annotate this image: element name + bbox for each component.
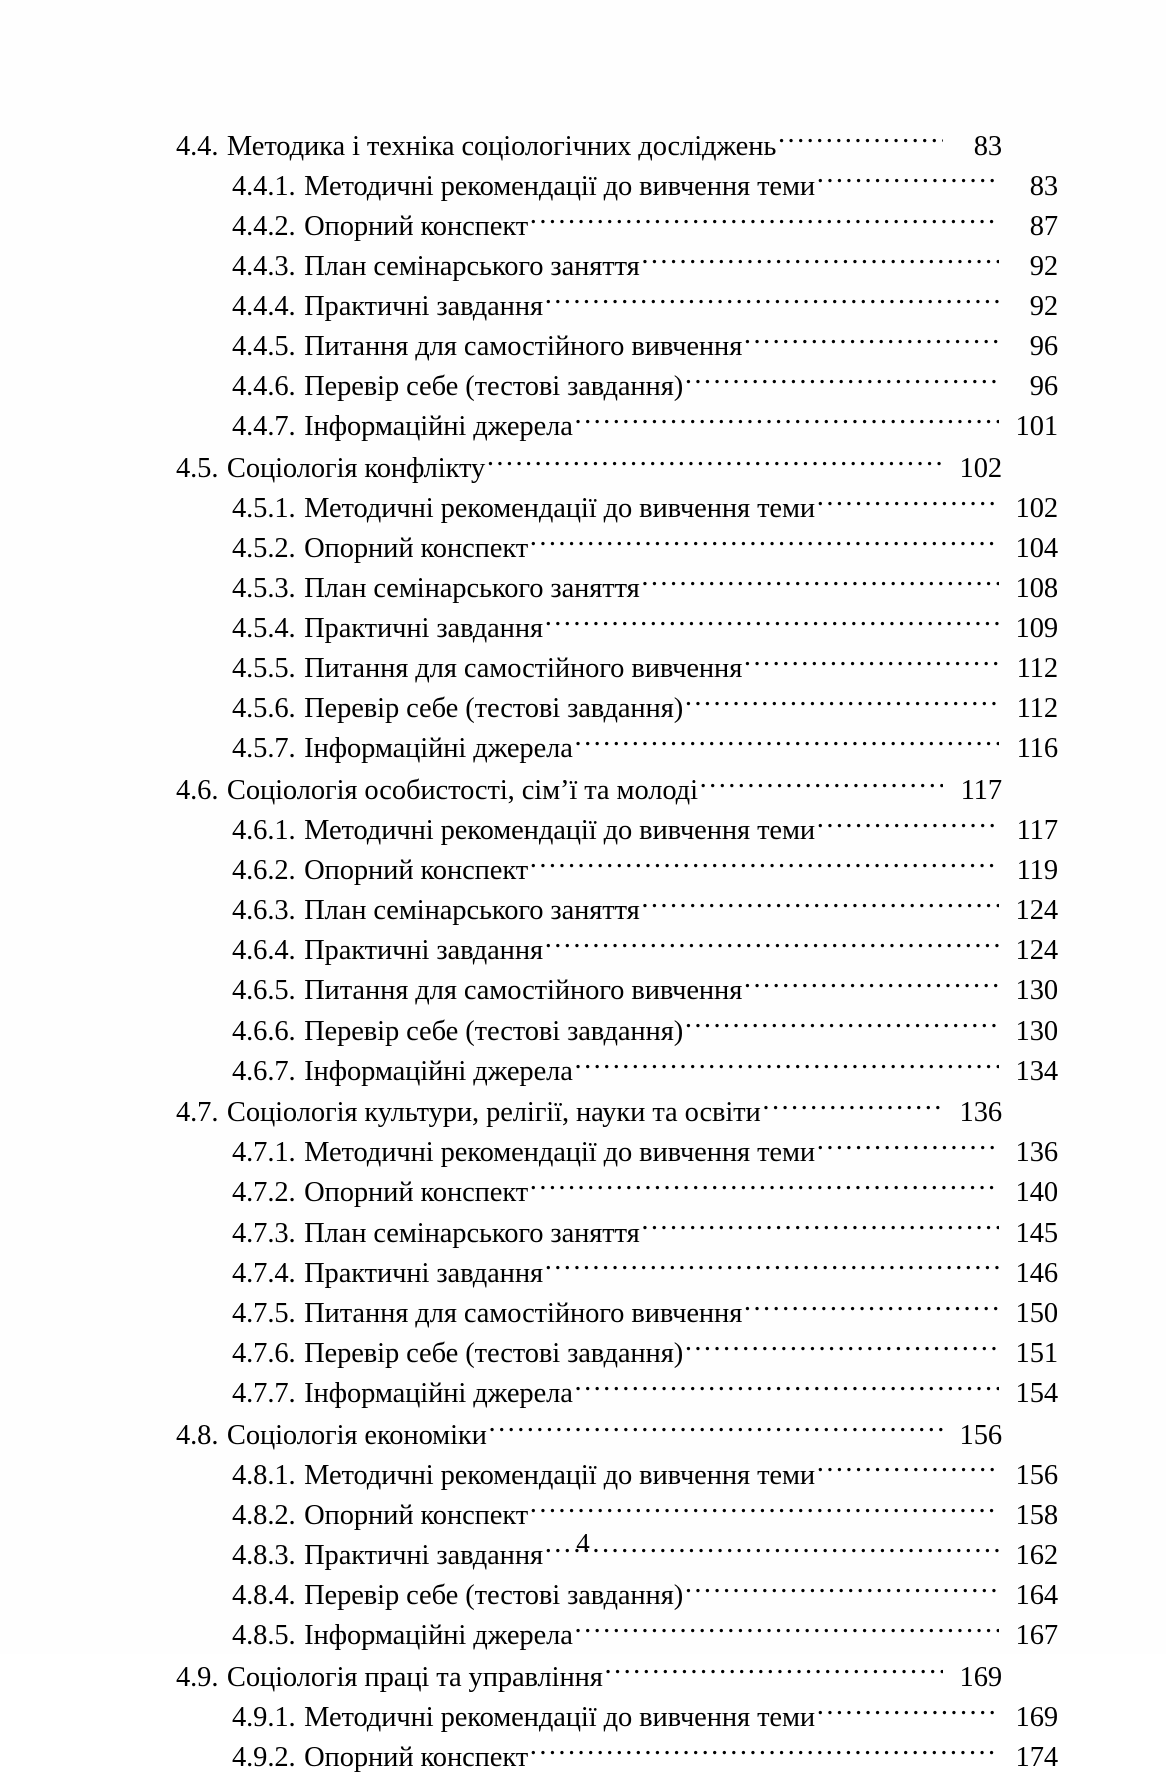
toc-entry-page-number: 117 (1016, 815, 1058, 847)
toc-entry-number: 4.8.3. (232, 1539, 296, 1571)
toc-entry-title: Опорний конспект (304, 532, 529, 564)
toc-dot-leader (605, 1657, 944, 1686)
toc-dot-leader (530, 1495, 1000, 1524)
toc-entry-page-number: 130 (1015, 1015, 1058, 1047)
toc-entry-title: Опорний конспект (304, 1741, 529, 1773)
toc-dot-leader (641, 1213, 999, 1242)
toc-entry-page-number: 112 (1016, 693, 1058, 725)
toc-entry[interactable] (176, 367, 1058, 407)
toc-entry-number: 4.7.7. (232, 1377, 296, 1409)
toc-entry[interactable] (176, 1615, 1058, 1655)
toc-dot-leader (545, 1253, 1000, 1282)
toc-entry[interactable] (176, 528, 1058, 568)
toc-dot-leader (685, 1575, 1000, 1604)
toc-entry[interactable] (176, 1051, 1058, 1091)
toc-entry-page-number: 109 (1015, 613, 1058, 645)
toc-entry-number: 4.4.5. (232, 330, 296, 362)
toc-entry-number: 4.6. (176, 775, 219, 806)
toc-dot-leader (575, 729, 1000, 758)
toc-entry-number: 4.7.1. (232, 1137, 296, 1169)
toc-dot-leader (489, 1415, 944, 1444)
toc-entry-number: 4.4.3. (232, 250, 296, 282)
toc-dot-leader (530, 851, 1000, 880)
toc-entry[interactable] (176, 689, 1058, 729)
toc-entry[interactable] (176, 851, 1058, 891)
toc-dot-leader (817, 488, 1000, 517)
toc-dot-leader (762, 1093, 943, 1122)
toc-dot-leader (641, 569, 999, 598)
toc-entry-title: Питання для самостійного вивчення (304, 975, 743, 1007)
toc-entry-number: 4.8.5. (232, 1619, 296, 1651)
toc-entry-page-number: 102 (959, 452, 1002, 484)
toc-dot-leader (530, 528, 1000, 557)
toc-entry[interactable] (176, 811, 1058, 851)
toc-entry-page-number: 124 (1015, 895, 1058, 927)
toc-entry-number: 4.7.5. (232, 1297, 296, 1329)
toc-entry-title: Опорний конспект (304, 855, 529, 887)
toc-entry-page-number: 83 (1029, 170, 1058, 202)
toc-entry-number: 4.8. (176, 1419, 219, 1451)
toc-entry-number: 4.5.4. (232, 613, 296, 645)
toc-entry-number: 4.6.7. (232, 1055, 296, 1087)
toc-entry[interactable] (176, 609, 1058, 649)
toc-dot-leader (817, 811, 1000, 840)
toc-entry-page-number: 92 (1029, 250, 1058, 282)
toc-entry-page-number: 154 (1015, 1377, 1058, 1409)
toc-entry-title: Практичні завдання (304, 613, 543, 645)
toc-entry-title: Перевір себе (тестові завдання) (304, 1579, 684, 1611)
toc-entry-title: Практичні завдання (304, 1539, 543, 1571)
toc-entry-title: План семінарського заняття (304, 573, 640, 605)
toc-entry[interactable] (176, 931, 1058, 971)
toc-entry-page-number: 151 (1015, 1337, 1058, 1369)
toc-entry[interactable] (176, 891, 1058, 931)
toc-entry-page-number: 87 (1029, 210, 1058, 242)
toc-entry[interactable] (176, 1253, 1058, 1293)
toc-entry-number: 4.6.6. (232, 1015, 296, 1047)
toc-entry-page-number: 101 (1015, 411, 1058, 443)
toc-entry-page-number: 150 (1015, 1297, 1058, 1329)
toc-entry-title: Методичні рекомендації до вивчення теми (304, 1137, 816, 1169)
toc-entry-title: Питання для самостійного вивчення (304, 330, 743, 362)
toc-dot-leader (817, 1455, 1000, 1484)
toc-entry-number: 4.4.7. (232, 411, 296, 443)
toc-entry-number: 4.9.1. (232, 1701, 296, 1733)
toc-entry-page-number: 124 (1015, 935, 1058, 967)
toc-entry[interactable] (176, 1293, 1058, 1333)
toc-entry-number: 4.8.4. (232, 1579, 296, 1611)
toc-entry[interactable] (176, 1133, 1058, 1173)
toc-entry-page-number: 102 (1015, 492, 1058, 524)
toc-entry[interactable] (176, 1373, 1058, 1413)
toc-dot-leader (685, 367, 1000, 396)
toc-entry-number: 4.9. (176, 1661, 219, 1693)
toc-entry-page-number: 145 (1015, 1217, 1058, 1249)
toc-entry-page-number: 156 (959, 1419, 1002, 1451)
toc-entry-number: 4.6.1. (232, 815, 296, 847)
toc-entry-page-number: 136 (959, 1097, 1002, 1129)
toc-entry-number: 4.4.6. (232, 371, 296, 403)
toc-entry[interactable] (176, 448, 1002, 488)
toc-dot-leader (744, 326, 999, 355)
toc-entry-title: План семінарського заняття (304, 250, 640, 282)
toc-entry-number: 4.6.2. (232, 855, 296, 887)
toc-entry-number: 4.7.3. (232, 1217, 296, 1249)
toc-entry[interactable] (176, 771, 1002, 811)
toc-entry-number: 4.5. (176, 452, 219, 484)
toc-entry-number: 4.7.6. (232, 1337, 296, 1369)
toc-dot-leader (817, 1133, 1000, 1162)
toc-entry-title: Методичні рекомендації до вивчення теми (304, 815, 816, 847)
toc-entry-title: Інформаційні джерела (304, 1055, 573, 1087)
toc-dot-leader (487, 448, 943, 477)
toc-entry[interactable] (176, 1415, 1002, 1455)
toc-entry-number: 4.9.2. (232, 1741, 296, 1773)
toc-entry-title: Практичні завдання (304, 935, 543, 967)
toc-entry-title: Перевір себе (тестові завдання) (304, 1337, 684, 1369)
toc-entry-title: Соціологія економіки (226, 1419, 487, 1451)
toc-entry-page-number: 112 (1016, 653, 1058, 685)
toc-entry-page-number: 96 (1029, 371, 1058, 403)
toc-entry-number: 4.8.2. (232, 1499, 296, 1531)
toc-entry-number: 4.7.4. (232, 1257, 296, 1289)
toc-dot-leader (817, 1697, 1000, 1726)
toc-entry[interactable] (176, 1697, 1058, 1737)
toc-entry-page-number: 134 (1015, 1055, 1058, 1087)
toc-entry-title: Соціологія особистості, сім’ї та молоді (226, 775, 698, 806)
toc-entry-number: 4.5.6. (232, 693, 296, 725)
toc-entry-page-number: 169 (1015, 1701, 1058, 1733)
toc-entry-number: 4.5.7. (232, 733, 296, 765)
toc-entry[interactable] (176, 407, 1058, 447)
toc-entry-number: 4.5.2. (232, 532, 296, 564)
toc-entry-title: Питання для самостійного вивчення (304, 653, 743, 685)
toc-entry-page-number: 119 (1016, 855, 1058, 887)
toc-entry-title: Соціологія культури, релігії, науки та освіти (226, 1097, 761, 1129)
toc-dot-leader (778, 126, 943, 155)
toc-entry-number: 4.4. (176, 130, 219, 162)
toc-entry-title: Перевір себе (тестові завдання) (304, 693, 684, 725)
toc-dot-leader (641, 246, 999, 275)
toc-entry-title: Перевір себе (тестові завдання) (304, 1015, 684, 1047)
toc-entry-number: 4.6.5. (232, 975, 296, 1007)
toc-entry-title: Питання для самостійного вивчення (304, 1297, 743, 1329)
toc-entry[interactable] (176, 488, 1058, 528)
toc-entry-title: Інформаційні джерела (304, 1619, 573, 1651)
toc-dot-leader (685, 689, 1000, 718)
toc-entry-title: Методичні рекомендації до вивчення теми (304, 1701, 816, 1733)
toc-dot-leader (545, 286, 1000, 315)
toc-entry-page-number: 104 (1015, 532, 1058, 564)
toc-entry[interactable] (176, 569, 1058, 609)
toc-entry-title: Соціологія праці та управління (226, 1661, 603, 1693)
toc-dot-leader (817, 166, 1000, 195)
toc-dot-leader (685, 1011, 1000, 1040)
toc-entry[interactable] (176, 1213, 1058, 1253)
toc-entry-page-number: 158 (1015, 1499, 1058, 1531)
toc-dot-leader (530, 1173, 1000, 1202)
toc-entry-page-number: 130 (1015, 975, 1058, 1007)
toc-entry[interactable] (176, 326, 1058, 366)
toc-entry-title: Опорний конспект (304, 210, 529, 242)
toc-entry-title: Інформаційні джерела (304, 733, 573, 765)
toc-dot-leader (685, 1333, 1000, 1362)
toc-entry-number: 4.6.3. (232, 895, 296, 927)
toc-entry[interactable] (176, 1455, 1058, 1495)
toc-entry-page-number: 117 (960, 775, 1002, 806)
toc-entry[interactable] (176, 1575, 1058, 1615)
toc-entry-page-number: 136 (1015, 1137, 1058, 1169)
toc-entry-page-number: 167 (1015, 1619, 1058, 1651)
toc-entry[interactable] (176, 166, 1058, 206)
toc-dot-leader (575, 1051, 1000, 1080)
toc-entry-page-number: 162 (1015, 1539, 1058, 1571)
toc-entry-title: Методика і техніка соціологічних досліджень (226, 130, 777, 162)
toc-dot-leader (744, 971, 999, 1000)
toc-dot-leader (575, 1373, 1000, 1402)
toc-entry-number: 4.4.4. (232, 290, 296, 322)
toc-entry-title: Методичні рекомендації до вивчення теми (304, 492, 816, 524)
toc-entry-number: 4.5.3. (232, 573, 296, 605)
toc-entry[interactable] (176, 649, 1058, 689)
toc-dot-leader (530, 206, 1000, 235)
toc-entry-number: 4.7.2. (232, 1177, 296, 1209)
toc-entry-title: Інформаційні джерела (304, 1377, 573, 1409)
toc-entry-page-number: 156 (1015, 1459, 1058, 1491)
toc-entry-number: 4.5.5. (232, 653, 296, 685)
toc-entry-title: Опорний конспект (304, 1499, 529, 1531)
toc-dot-leader (641, 891, 999, 920)
toc-entry-page-number: 140 (1015, 1177, 1058, 1209)
toc-entry-page-number: 174 (1015, 1741, 1058, 1773)
toc-entry-title: Практичні завдання (304, 1257, 543, 1289)
toc-entry-number: 4.5.1. (232, 492, 296, 524)
toc-dot-leader (744, 649, 999, 678)
toc-entry-title: Методичні рекомендації до вивчення теми (304, 1459, 816, 1491)
toc-entry-title: Соціологія конфлікту (226, 452, 486, 484)
toc-entry[interactable] (176, 1333, 1058, 1373)
toc-entry-title: План семінарського заняття (304, 1217, 640, 1249)
toc-entry-page-number: 169 (959, 1661, 1002, 1693)
toc-entry[interactable] (176, 1173, 1058, 1213)
toc-entry[interactable] (176, 206, 1058, 246)
toc-entry-title: Опорний конспект (304, 1177, 529, 1209)
toc-entry-page-number: 146 (1015, 1257, 1058, 1289)
toc-entry-number: 4.7. (176, 1097, 219, 1129)
page-number-footer: 4 (576, 1528, 590, 1558)
toc-entry-title: Практичні завдання (304, 290, 543, 322)
toc-entry[interactable] (176, 126, 1002, 166)
toc-entry[interactable] (176, 1657, 1002, 1697)
toc-dot-leader (545, 609, 1000, 638)
toc-entry[interactable] (176, 246, 1058, 286)
toc-entry-title: Перевір себе (тестові завдання) (304, 371, 684, 403)
toc-entry-title: Методичні рекомендації до вивчення теми (304, 170, 816, 202)
toc-entry-page-number: 108 (1015, 573, 1058, 605)
toc-entry[interactable] (176, 286, 1058, 326)
toc-entry[interactable] (176, 971, 1058, 1011)
toc-entry-title: Інформаційні джерела (304, 411, 573, 443)
toc-dot-leader (530, 1737, 1000, 1766)
toc-entry-page-number: 116 (1016, 733, 1058, 765)
toc-dot-leader (575, 407, 1000, 436)
toc-entry[interactable] (176, 1737, 1058, 1777)
toc-dot-leader (744, 1293, 999, 1322)
toc-entry-page-number: 83 (973, 130, 1002, 162)
toc-dot-leader (575, 1615, 1000, 1644)
toc-entry-page-number: 164 (1015, 1579, 1058, 1611)
toc-entry[interactable] (176, 1093, 1002, 1133)
toc-entry-number: 4.4.1. (232, 170, 296, 202)
toc-entry[interactable] (176, 1011, 1058, 1051)
toc-entry[interactable] (176, 729, 1058, 769)
toc-entry-number: 4.4.2. (232, 210, 296, 242)
toc-entry-number: 4.6.4. (232, 935, 296, 967)
toc-entry-number: 4.8.1. (232, 1459, 296, 1491)
toc-dot-leader (700, 771, 944, 800)
toc-dot-leader (545, 931, 1000, 960)
toc-entry-title: План семінарського заняття (304, 895, 640, 927)
toc-entry-page-number: 96 (1029, 330, 1058, 362)
toc-entry-page-number: 92 (1029, 290, 1058, 322)
